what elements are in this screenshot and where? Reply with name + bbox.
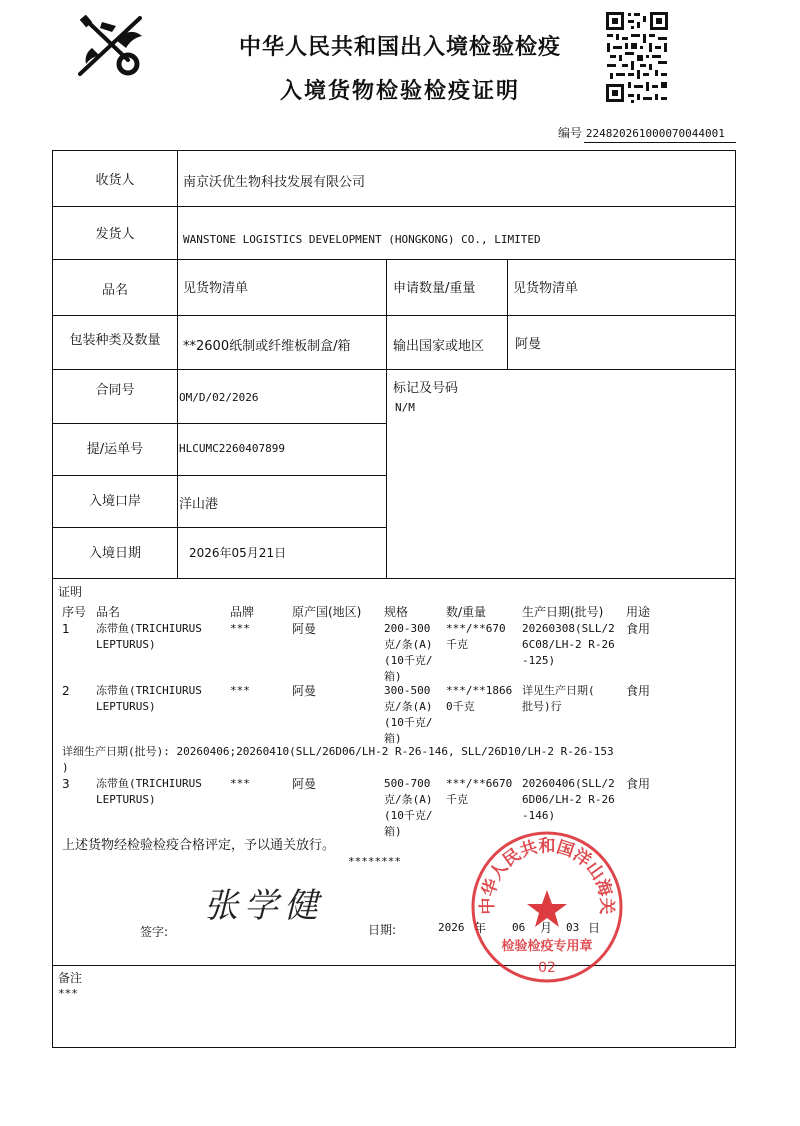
certificate-number [558,124,725,141]
official-seal [468,828,626,986]
item-production-date: 6C08/LH-2 R-26 [522,638,615,651]
item-production-date: -125) [522,654,556,667]
entry-date-value: 2026年05月21日 [189,546,287,560]
divider [584,142,736,143]
svg-text:中华人民共和国洋山海关: 中华人民共和国洋山海关 [477,836,617,915]
item-name: LEPTURUS) [96,700,156,713]
item-name: 冻带鱼(TRICHIURUS [96,684,202,697]
item-use: 食用 [626,622,651,636]
item-spec: 200-300 [384,622,431,635]
entry-date-label: 入境日期 [88,546,141,561]
date-day-unit: 日 [588,921,601,935]
item-no: 3 [62,777,70,791]
marks-label: 标记及号码 [393,381,459,396]
certificate-number-value: 224820261000070044001 [585,127,725,140]
item-brand: *** [230,777,250,790]
column-header: 品牌 [230,605,255,619]
svg-text:检验检疫专用章: 检验检疫专用章 [501,939,593,954]
item-brand: *** [230,622,250,635]
consignee-value: 南京沃优生物科技发展有限公司 [183,175,366,190]
certificate-number-label: 编号 [558,126,583,140]
divider [53,369,735,370]
item-no: 1 [62,622,70,636]
item-production-date: 20260308(SLL/2 [522,622,615,635]
signature-label: 签字: [140,925,169,939]
item-spec: 箱) [384,670,402,683]
document-subtitle: 入境货物检验检疫证明 [279,79,520,104]
item-quantity: ***/**6670 [446,777,513,790]
date-year: 2026 [438,921,465,934]
item-quantity: ***/**1866 [446,684,513,697]
item-quantity: 千克 [446,793,468,806]
item-production-date: 详见生产日期( [522,684,595,697]
divider [177,151,178,578]
item-production-date: 6D06/LH-2 R-26 [522,793,615,806]
goods-name-label: 品名 [101,283,128,298]
date-label: 日期: [368,923,397,937]
item-spec: 克/条(A) [384,793,433,806]
item-spec: (10千克/ [384,809,433,822]
item-quantity: 千克 [446,638,468,651]
svg-text:02: 02 [538,960,556,976]
divider [53,527,386,528]
item-spec: 箱) [384,825,402,838]
item-name: 冻带鱼(TRICHIURUS [96,622,202,635]
divider [53,206,735,207]
divider [53,965,735,966]
column-header: 规格 [384,605,409,619]
contract-label: 合同号 [95,383,135,398]
quantity-value: 见货物清单 [513,281,579,296]
detail-production-dates: ) [62,761,69,774]
packing-label: 包装种类及数量 [69,333,161,348]
item-spec: (10千克/ [384,716,433,729]
date-day: 03 [566,921,580,934]
date-year-unit: 年 [474,921,487,935]
remarks-value: *** [58,987,78,1000]
certificate-table [52,150,736,1048]
divider [53,475,386,476]
item-spec: 克/条(A) [384,638,433,651]
origin-value: 阿曼 [515,337,542,352]
remarks-label: 备注 [58,971,83,985]
detail-production-dates: 详细生产日期(批号): 20260406;20260410(SLL/26D06/LH-2 R-26-146, SLL/26D10/LH-2 R-26-153 [62,745,614,758]
contract-value: OM/D/02/2026 [179,391,259,404]
divider [53,315,735,316]
conclusion-text: 上述货物经检验检疫合格评定，予以通关放行。 [62,838,336,853]
qr-code [604,10,670,104]
item-name: LEPTURUS) [96,638,156,651]
marks-value: N/M [395,401,415,414]
column-header: 数/重量 [446,605,487,619]
goods-name-value: 见货物清单 [183,281,249,296]
entry-port-value: 洋山港 [179,497,219,512]
item-spec: 箱) [384,732,402,745]
divider [53,578,735,579]
date-month: 06 [512,921,526,934]
column-header: 用途 [626,605,651,619]
quantity-label: 申请数量/重量 [393,281,476,296]
column-header: 原产国(地区) [292,605,362,619]
bill-of-lading-label: 提/运单号 [86,442,144,457]
item-production-date: 20260406(SLL/2 [522,777,615,790]
item-use: 食用 [626,777,651,791]
item-no: 2 [62,684,70,698]
consignor-label: 发货人 [95,227,135,242]
origin-label: 输出国家或地区 [393,339,485,354]
entry-port-label: 入境口岸 [88,494,141,509]
bill-of-lading-value: HLCUMC2260407899 [179,442,285,455]
divider [386,259,387,578]
divider [53,259,735,260]
item-spec: 500-700 [384,777,431,790]
column-header: 序号 [62,605,87,619]
item-spec: 300-500 [384,684,431,697]
column-header: 品名 [96,605,121,619]
item-spec: (10千克/ [384,654,433,667]
item-spec: 克/条(A) [384,700,433,713]
item-quantity: ***/**670 [446,622,506,635]
item-origin: 阿曼 [292,684,317,698]
item-use: 食用 [626,684,651,698]
date-month-unit: 月 [540,921,553,935]
divider [53,423,386,424]
divider [507,259,508,369]
consignee-label: 收货人 [95,173,135,188]
item-quantity: 0千克 [446,700,475,713]
consignor-value: WANSTONE LOGISTICS DEVELOPMENT (HONGKONG) CO., LIMITED [183,233,541,246]
item-origin: 阿曼 [292,777,317,791]
item-production-date: 批号)行 [522,700,562,713]
redacted-text: ******** [348,855,401,868]
item-origin: 阿曼 [292,622,317,636]
column-header: 生产日期(批号) [522,605,604,619]
item-name: LEPTURUS) [96,793,156,806]
document-title: 中华人民共和国出入境检验检疫 [238,35,561,60]
packing-value: **2600纸制或纤维板制盒/箱 [183,339,351,354]
item-production-date: -146) [522,809,556,822]
signature: 张学健 [204,886,324,926]
item-name: 冻带鱼(TRICHIURUS [96,777,202,790]
item-brand: *** [230,684,250,697]
certificate-section-label: 证明 [58,585,83,599]
